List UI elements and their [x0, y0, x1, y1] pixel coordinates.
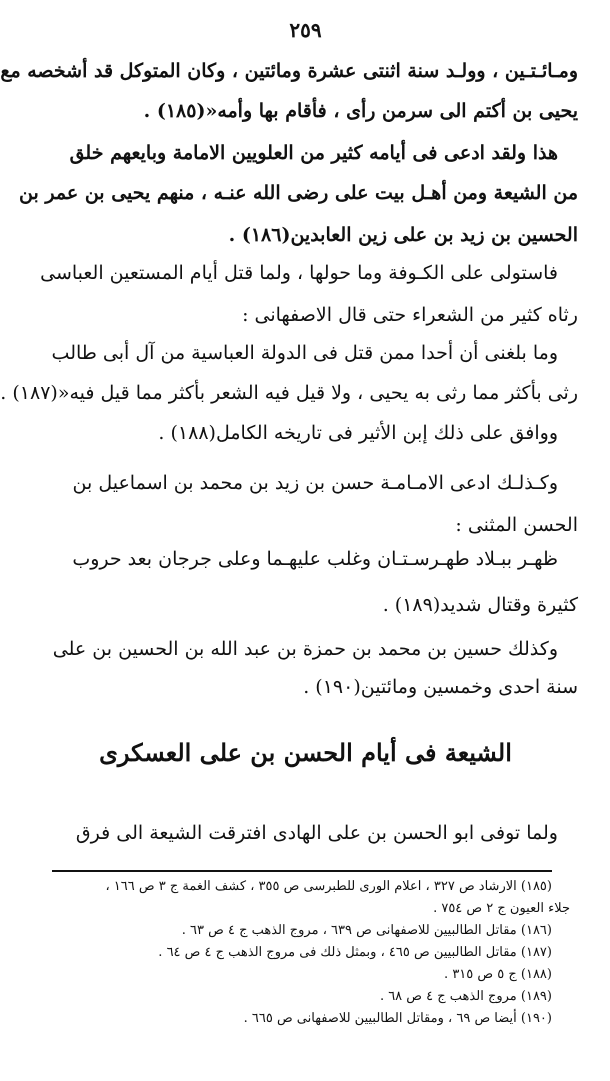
body-line: سنة احدى وخمسين ومائتين(١٩٠) . — [303, 676, 578, 698]
body-line: الحسين بن زيد بن على زين العابدين(١٨٦) . — [228, 224, 578, 246]
body-line: من الشيعة ومن أهـل بيت على رضى الله عنـه ، منهم يحيى بن عمر بن — [19, 182, 578, 204]
body-line: يحيى بن أكتم الى سرمن رأى ، فأقام بها وأمه«(١٨٥) . — [143, 100, 578, 122]
footnote-line: (١٨٨) ج ٥ ص ٣١٥ . — [444, 967, 552, 982]
document-page — [1, 0, 610, 1081]
body-line: فاستولى على الكـوفة وما حولها ، ولما قتل أيام المستعين العباسى — [40, 262, 558, 284]
body-line: هذا ولقد ادعى فى أيامه كثير من العلويين الامامة وبايعهم خلق — [69, 142, 558, 164]
footnote-line: (١٨٧) مقاتل الطالبيين ص ٤٦٥ ، وبمثل ذلك فى مروج الذهب ج ٤ ص ٦٤ . — [158, 945, 552, 960]
page-number: ٢٥٩ — [289, 18, 322, 42]
body-line: رثاه كثير من الشعراء حتى قال الاصفهانى : — [242, 304, 578, 326]
body-line: ظهـر ببـلاد طهـرسـتـان وغلب عليهـما وعلى جرجان بعد حروب — [72, 548, 558, 570]
body-line: ووافق على ذلك إبن الأثير فى تاريخه الكامل(١٨٨) . — [158, 422, 558, 444]
footnote-line: (١٨٦) مقاتل الطالبيين للاصفهانى ص ٦٣٩ ، مروج الذهب ج ٤ ص ٦٣ . — [181, 923, 552, 938]
footnote-divider — [52, 870, 552, 872]
body-line: كثيرة وقتال شديد(١٨٩) . — [382, 594, 578, 616]
footnote-line: (١٨٩) مروج الذهب ج ٤ ص ٦٨ . — [379, 989, 552, 1004]
section-heading: الشيعة فى أيام الحسن بن على العسكرى — [99, 738, 512, 767]
footnote-line: جلاء العيون ج ٢ ص ٧٥٤ . — [433, 901, 570, 916]
section-first-line: ولما توفى ابو الحسن بن على الهادى افترقت الشيعة الى فرق — [75, 822, 558, 844]
footnote-line: (١٩٠) أيضا ص ٦٩ ، ومقاتل الطالبيين للاصفهانى ص ٦٦٥ . — [243, 1011, 552, 1026]
body-line: وما بلغنى أن أحدا ممن قتل فى الدولة العباسية من آل أبى طالب — [51, 342, 558, 364]
body-line: ومـائـتـين ، وولـد سنة اثنتى عشرة ومائتين ، وكان المتوكل قد أشخصه مع — [0, 60, 578, 82]
body-line: الحسن المثنى : — [455, 514, 578, 536]
body-line: وكـذلـك ادعى الامـامـة حسن بن زيد بن محمد بن اسماعيل بن — [72, 472, 558, 494]
footnote-line: (١٨٥) الارشاد ص ٣٢٧ ، اعلام الورى للطبرسى ص ٣٥٥ ، كشف الغمة ج ٣ ص ١٦٦ ، — [105, 879, 552, 894]
body-line: رثى بأكثر مما رثى به يحيى ، ولا قيل فيه الشعر بأكثر مما قيل فيه«(١٨٧) . — [0, 382, 578, 404]
body-line: وكذلك حسين بن محمد بن حمزة بن عبد الله بن الحسين بن على — [52, 638, 558, 660]
